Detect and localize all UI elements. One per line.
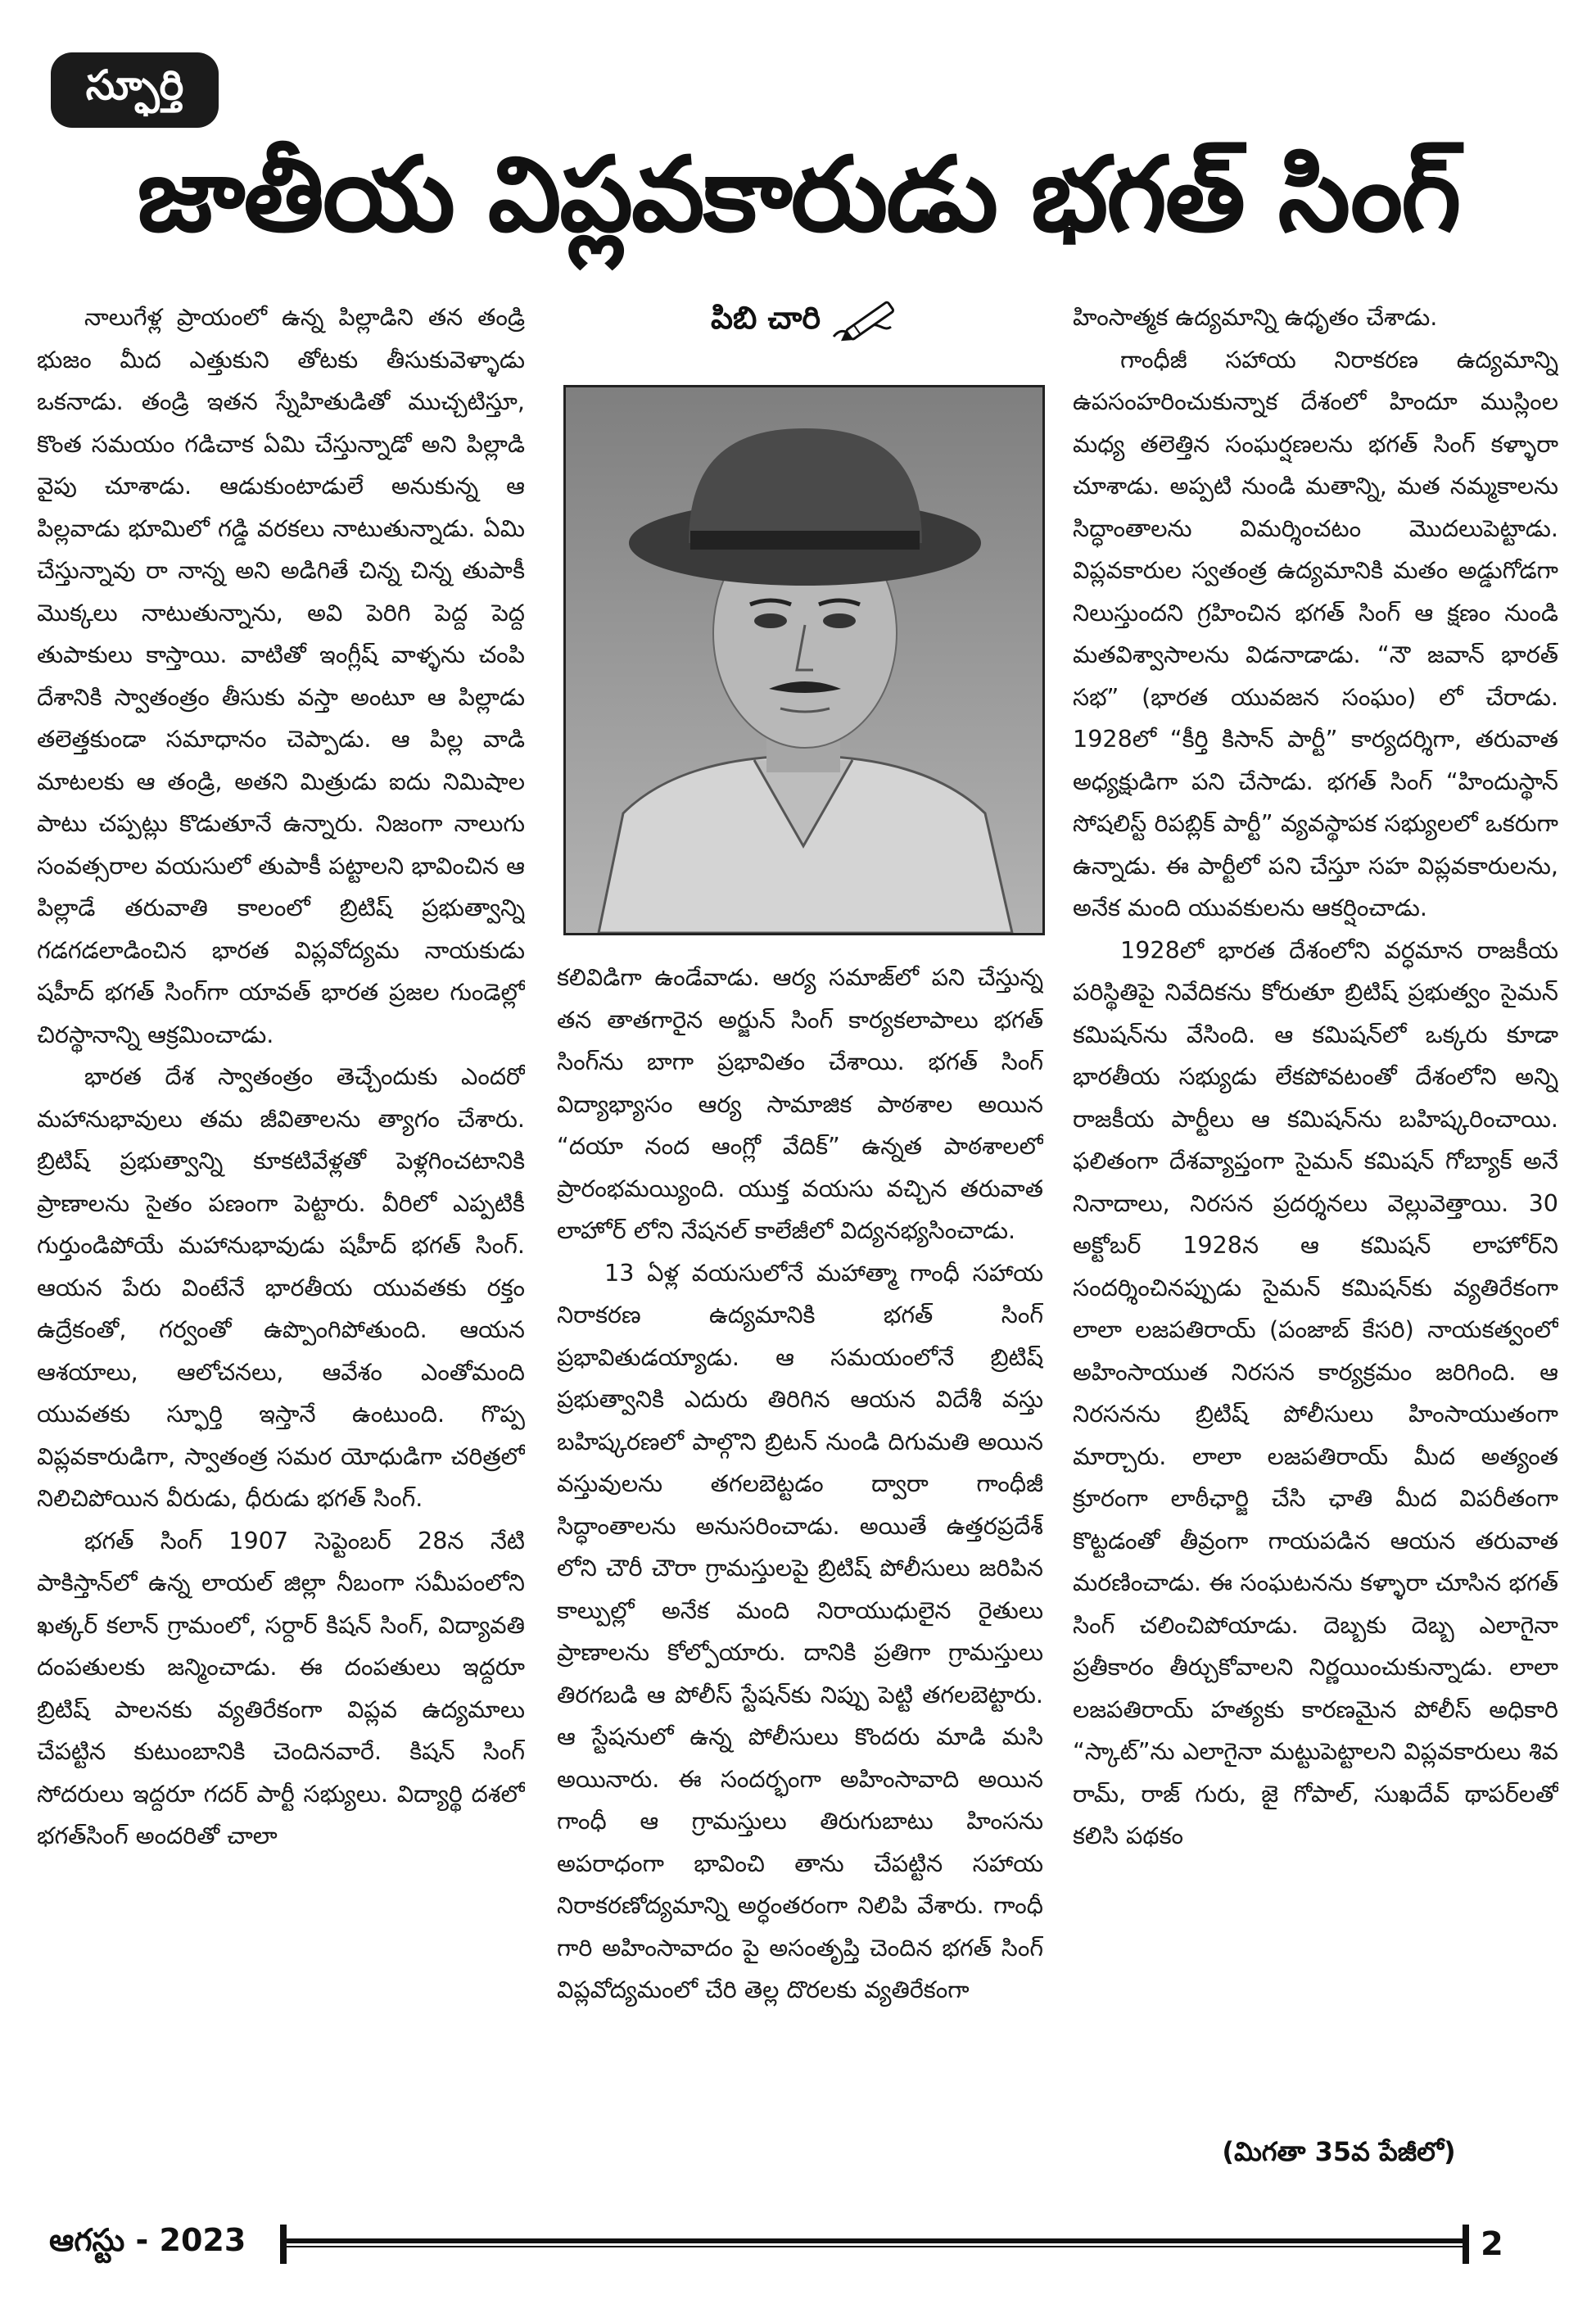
page-number: 2: [1481, 2225, 1503, 2263]
continued-note: (మిగతా 35వ పేజీలో): [1222, 2136, 1456, 2167]
article-column-2: [557, 957, 1043, 2218]
paragraph: భగత్ సింగ్ 1907 సెప్టెంబర్ 28న నేటి పాకిస్తాన్‌లో ఉన్న లాయల్ జిల్లా నీబంగా సమీపంలోని ఖత్కర్ కలాన్ గ్రామంలో, సర్దార్ కిషన్ సింగ్, విద్యావతి దంపతులకు జన్మించాడు. ఈ దంపతులు ఇద్దరూ బ్రిటిష్ పాలనకు వ్యతిరేకంగా విప్లవ ఉద్యమాలు చేపట్టిన కుటుంబానికి చెందినవారే. కిషన్ సింగ్ సోదరులు ఇద్దరూ గదర్ పార్టీ సభ్యులు. విద్యార్థి దశలో భగత్‌సింగ్ అందరితో చాలా: [37, 1526, 525, 1849]
footer-rule: [287, 2238, 1464, 2247]
article-column-3: [1073, 296, 1558, 2139]
article-column-1: [37, 296, 525, 2184]
portrait-photo: [563, 385, 1045, 935]
paragraph: 1928లో భారత దేశంలోని వర్ధమాన రాజకీయ పరిస్థితిపై నివేదికను కోరుతూ బ్రిటిష్ ప్రభుత్వం సైమన్ కమిషన్‌ను వేసింది. ఆ కమిషన్‌లో ఒక్కరు కూడా భారతీయ సభ్యుడు లేకపోవటంతో దేశంలోని అన్ని రాజకీయ పార్టీలు ఆ కమిషన్‌ను బహిష్కరించాయి. ఫలితంగా దేశవ్యాప్తంగా సైమన్ కమిషన్ గోబ్యాక్ అనే నినాదాలు, నిరసన ప్రదర్శనలు వెల్లువెత్తాయి. 30 అక్టోబర్ 1928న ఆ కమిషన్ లాహోర్‌ని సందర్శించినప్పుడు సైమన్ కమిషన్‌కు వ్యతిరేకంగా లాలా లజపతిరాయ్ (పంజాబ్ కేసరి) నాయకత్వంలో అహింసాయుత నిరసన కార్యక్రమం జరిగింది. ఆ నిరసనను బ్రిటిష్ పోలీసులు హింసాయుతంగా మార్చారు. లాలా లజపతిరాయ్ మీద అత్యంత క్రూరంగా లాఠీఛార్జి చేసి ఛాతి మీద విపరీతంగా కొట్టడంతో తీవ్రంగా గాయపడిన ఆయన తరువాత మరణించాడు. ఈ సంఘటనను కళ్ళారా చూసిన భగత్ సింగ్ చలించిపోయాడు. దెబ్బకు దెబ్బ ఎలాగైనా ప్రతీకారం తీర్చుకోవాలని నిర్ణయించుకున్నాడు. లాలా లజపతిరాయ్ హత్యకు కారణమైన పోలీస్ అధికారి “స్కాట్”ను ఎలాగైనా మట్టుపెట్టాలని విప్లవకారులు శివ రామ్, రాజ్ గురు, జై గోపాల్, సుఖదేవ్ థాపర్‌లతో కలిసి పథకం: [1073, 935, 1558, 1849]
footer-rule-cap-left: [280, 2225, 287, 2264]
paragraph: భారత దేశ స్వాతంత్రం తెచ్చేందుకు ఎందరో మహానుభావులు తమ జీవితాలను త్యాగం చేశారు. బ్రిటిష్ ప్రభుత్వాన్ని కూకటివేళ్లతో పెళ్లగించటానికి ప్రాణాలను సైతం పణంగా పెట్టారు. వీరిలో ఎప్పటికీ గుర్తుండిపోయే మహానుభావుడు షహీద్ భగత్ సింగ్. ఆయన పేరు వింటేనే భారతీయ యువతకు రక్తం ఉద్రేకంతో, గర్వంతో ఉప్పొంగిపోతుంది. ఆయన ఆశయాలు, ఆలోచనలు, ఆవేశం ఎంతోమంది యువతకు స్ఫూర్తి ఇస్తానే ఉంటుంది. గొప్ప విప్లవకారుడిగా, స్వాతంత్ర సమర యోధుడిగా చరిత్రలో నిలిచిపోయిన వీరుడు, ధీరుడు భగత్ సింగ్.: [37, 1062, 525, 1512]
paragraph: కలివిడిగా ఉండేవాడు. ఆర్య సమాజ్‌లో పని చేస్తున్న తన తాతగారైన అర్జున్ సింగ్ కార్యకలాపాలు భగత్ సింగ్‌ను బాగా ప్రభావితం చేశాయి. భగత్ సింగ్ విద్యాభ్యాసం ఆర్య సామాజిక పాఠశాల అయిన “దయా నంద ఆంగ్లో వేదిక్” ఉన్నత పాఠశాలలో ప్రారంభమయ్యింది. యుక్త వయసు వచ్చిన తరువాత లాహోర్ లోని నేషనల్ కాలేజీలో విద్యనభ్యసించాడు.: [557, 963, 1043, 1244]
paragraph: 13 ఏళ్ల వయసులోనే మహాత్మా గాంధీ సహాయ నిరాకరణ ఉద్యమానికి భగత్ సింగ్ ప్రభావితుడయ్యాడు. ఆ సమయంలోనే బ్రిటిష్ ప్రభుత్వానికి ఎదురు తిరిగిన ఆయన విదేశీ వస్తు బహిష్కరణలో పాల్గొని బ్రిటన్ నుండి దిగుమతి అయిన వస్తువులను తగలబెట్టడం ద్వారా గాంధీజీ సిద్ధాంతాలను అనుసరించాడు. అయితే ఉత్తరప్రదేశ్ లోని చౌరీ చౌరా గ్రామస్తులపై బ్రిటిష్ పోలీసులు జరిపిన కాల్పుల్లో అనేక మంది నిరాయుధులైన రైతులు ప్రాణాలను కోల్పోయారు. దానికి ప్రతిగా గ్రామస్తులు తిరగబడి ఆ పోలీస్ స్టేషన్‌కు నిప్పు పెట్టి తగలబెట్టారు. ఆ స్టేషనులో ఉన్న పోలీసులు కొందరు మాడి మసి అయినారు. ఈ సందర్భంగా అహింసావాది అయిన గాంధీ ఆ గ్రామస్తులు తిరుగుబాటు హింసను అపరాధంగా భావించి తాను చేపట్టిన సహాయ నిరాకరణోద్యమాన్ని అర్ధంతరంగా నిలిపి వేశారు. గాంధీ గారి అహింసావాదం పై అసంతృప్తి చెందిన భగత్ సింగ్ విప్లవోద్యమంలో చేరి తెల్ల దొరలకు వ్యతిరేకంగా: [557, 1258, 1043, 2003]
byline: [671, 293, 942, 351]
paragraph: నాలుగేళ్ల ప్రాయంలో ఉన్న పిల్లాడిని తన తండ్రి భుజం మీద ఎత్తుకుని తోటకు తీసుకువెళ్ళాడు ఒకనాడు. తండ్రి ఇతన స్నేహితుడితో ముచ్చటిస్తూ, కొంత సమయం గడిచాక ఏమి చేస్తున్నాడో అని పిల్లాడి వైపు చూశాడు. ఆడుకుంటాడులే అనుకున్న ఆ పిల్లవాడు భూమిలో గడ్డి వరకలు నాటుతున్నాడు. ఏమి చేస్తున్నావు రా నాన్న అని అడిగితే చిన్న చిన్న తుపాకీ మొక్కలు నాటుతున్నాను, అవి పెరిగి పెద్ద పెద్ద తుపాకులు కాస్తాయి. వాటితో ఇంగ్లీష్ వాళ్ళను చంపి దేశానికి స్వాతంత్రం తీసుకు వస్తా అంటూ ఆ పిల్లాడు తలెత్తకుండా సమాధానం చెప్పాడు. ఆ పిల్ల వాడి మాటలకు ఆ తండ్రి, అతని మిత్రుడు ఐదు నిమిషాల పాటు చప్పట్లు కొడుతూనే ఉన్నారు. నిజంగా నాలుగు సంవత్సరాల వయసులో తుపాకీ పట్టాలని భావించిన ఆ పిల్లాడే తరువాతి కాలంలో బ్రిటిష్ ప్రభుత్వాన్ని గడగడలాడించిన భారత విప్లవోద్యమ నాయకుడు షహీద్ భగత్ సింగ్‌గా యావత్ భారత ప్రజల గుండెల్లో చిరస్థానాన్ని ఆక్రమించాడు.: [37, 303, 525, 1048]
footer-date: ఆగస్టు - 2023: [49, 2222, 246, 2258]
section-tag: స్ఫూర్తి: [51, 52, 219, 128]
paragraph: గాంధీజీ సహాయ నిరాకరణ ఉద్యమాన్ని ఉపసంహరించుకున్నాక దేశంలో హిందూ ముస్లింల మధ్య తలెత్తిన సంఘర్షణలను భగత్ సింగ్ కళ్ళారా చూశాడు. అప్పటి నుండి మతాన్ని, మత నమ్మకాలను సిద్ధాంతాలను విమర్శించటం మొదలుపెట్టాడు. విప్లవకారుల స్వతంత్ర ఉద్యమానికి మతం అడ్డుగోడగా నిలుస్తుందని గ్రహించిన భగత్ సింగ్ ఆ క్షణం నుండి మతవిశ్వాసాలను విడనాడాడు. “నౌ జవాన్ భారత్ సభ” (భారత యువజన సంఘం) లో చేరాడు. 1928లో “కీర్తి కిసాన్ పార్టీ” కార్యదర్శిగా, తరువాత అధ్యక్షుడిగా పని చేసాడు. భగత్ సింగ్ “హిందుస్థాన్ సోషలిస్ట్ రిపబ్లిక్ పార్టీ” వ్యవస్థాపక సభ్యులలో ఒకరుగా ఉన్నాడు. ఈ పార్టీలో పని చేస్తూ సహ విప్లవకారులను, అనేక మంది యువకులను ఆకర్షించాడు.: [1073, 345, 1558, 921]
author-name: పిబి చారి: [711, 300, 821, 336]
headline: జాతీయ విప్లవకారుడు భగత్ సింగ్: [137, 134, 1460, 255]
pen-writing-icon: [829, 297, 902, 346]
footer-rule-cap-right: [1463, 2225, 1469, 2264]
paragraph: హింసాత్మక ఉద్యమాన్ని ఉధృతం చేశాడు.: [1073, 303, 1438, 331]
